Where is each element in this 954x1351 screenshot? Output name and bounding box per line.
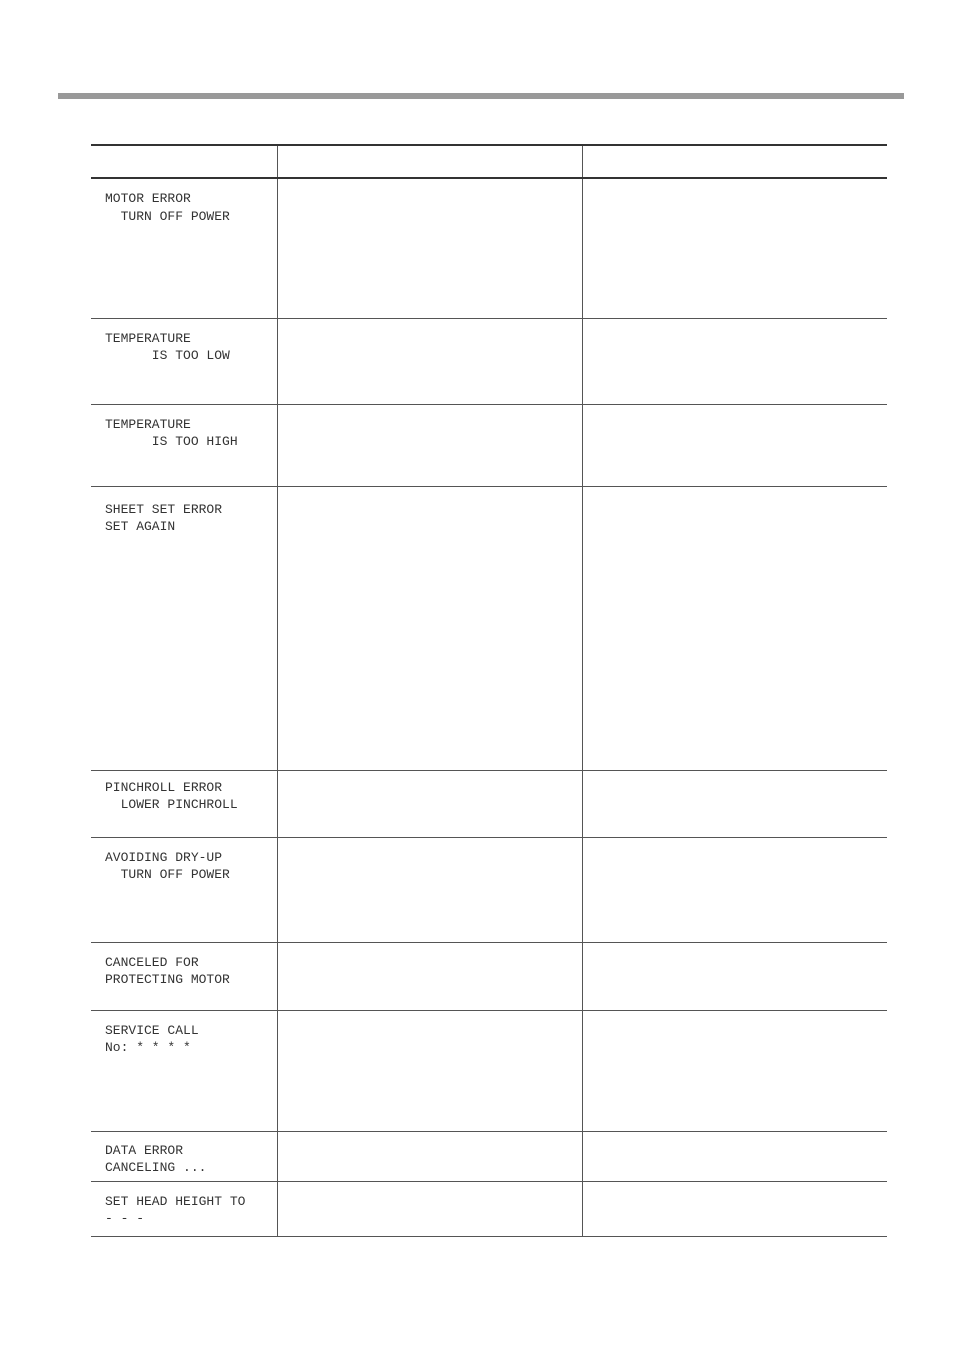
action-cell <box>582 1010 887 1131</box>
header-action <box>582 145 887 178</box>
message-text: PINCHROLL ERROR LOWER PINCHROLL <box>105 779 238 812</box>
action-cell <box>582 1131 887 1181</box>
cause-cell <box>277 318 582 404</box>
message-cell <box>91 837 277 942</box>
message-text: TEMPERATURE IS TOO LOW <box>105 330 230 363</box>
message-cell <box>91 1181 277 1236</box>
cause-cell <box>277 486 582 770</box>
message-text: SET HEAD HEIGHT TO - - - <box>105 1193 246 1226</box>
table-row <box>91 486 887 770</box>
message-text: CANCELED FOR PROTECTING MOTOR <box>105 954 230 987</box>
message-cell <box>91 942 277 1010</box>
table-row <box>91 1010 887 1131</box>
action-cell <box>582 770 887 837</box>
message-cell <box>91 404 277 486</box>
message-text: TEMPERATURE IS TOO HIGH <box>105 416 238 449</box>
table-header-row <box>91 145 887 178</box>
cause-cell <box>277 942 582 1010</box>
header-cause <box>277 145 582 178</box>
table-row <box>91 404 887 486</box>
message-cell <box>91 318 277 404</box>
message-cell <box>91 1131 277 1181</box>
action-cell <box>582 486 887 770</box>
table-row <box>91 942 887 1010</box>
message-cell <box>91 486 277 770</box>
message-text: SERVICE CALL No: * * * * <box>105 1022 199 1055</box>
header-message <box>91 145 277 178</box>
action-cell <box>582 318 887 404</box>
table-row <box>91 837 887 942</box>
cause-cell <box>277 404 582 486</box>
message-text: DATA ERROR CANCELING ... <box>105 1142 207 1175</box>
cause-cell <box>277 770 582 837</box>
table-row <box>91 318 887 404</box>
error-message-table <box>91 144 887 1237</box>
cause-cell <box>277 1181 582 1236</box>
message-text: MOTOR ERROR TURN OFF POWER <box>105 191 230 224</box>
table-row <box>91 1181 887 1236</box>
cause-cell <box>277 1131 582 1181</box>
message-cell <box>91 178 277 318</box>
action-cell <box>582 404 887 486</box>
action-cell <box>582 837 887 942</box>
cause-cell <box>277 837 582 942</box>
action-cell <box>582 1181 887 1236</box>
message-cell <box>91 1010 277 1131</box>
table-row <box>91 178 887 318</box>
message-text: SHEET SET ERROR SET AGAIN <box>105 501 223 534</box>
message-text: AVOIDING DRY-UP TURN OFF POWER <box>105 849 230 882</box>
message-cell <box>91 770 277 837</box>
table-row <box>91 1131 887 1181</box>
action-cell <box>582 178 887 318</box>
action-cell <box>582 942 887 1010</box>
header-rule <box>58 93 904 99</box>
cause-cell <box>277 178 582 318</box>
cause-cell <box>277 1010 582 1131</box>
table-row <box>91 770 887 837</box>
